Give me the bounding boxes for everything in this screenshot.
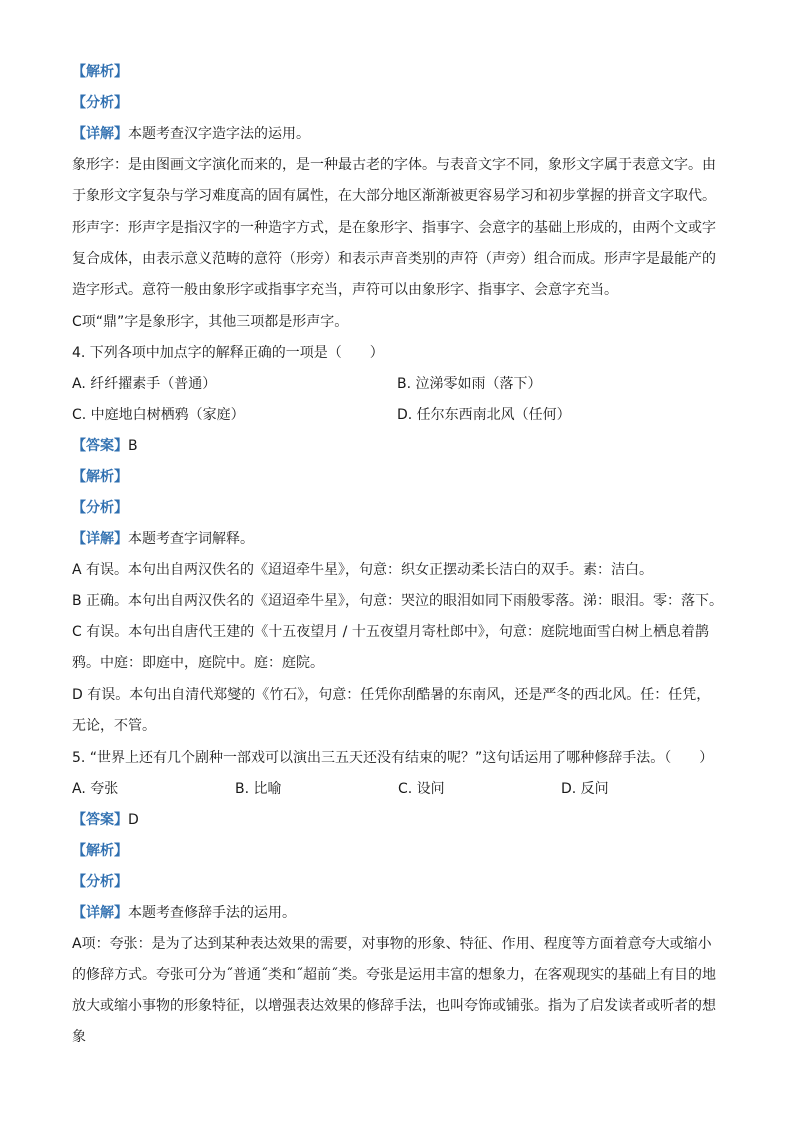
text-line: 5. “世界上还有几个剧种一部戏可以演出三五天还没有结束的呢？”这句话运用了哪种修辞手法。（ ） <box>72 750 714 766</box>
section-tag-label: 【分析】 <box>72 95 128 111</box>
section-tag-label: 【解析】 <box>72 843 128 859</box>
answer-options <box>72 405 724 425</box>
paragraph: 形声字：形声字是指汉字的一种造字方式，是在象形字、指事字、会意字的基础上形成的，由两个文或字复合成体，由表示意义范畴的意符（形旁）和表示声音类别的声符（声旁）组合而成。形声字是最能产的造字形式。意符一般由象形字或指事字充当，声符可以由象形字、指事字、会意字充当。 <box>72 220 716 298</box>
section-tag-label: 【详解】 <box>72 905 128 921</box>
section-tag <box>72 62 724 82</box>
section-tag-label: 【分析】 <box>72 874 128 890</box>
paragraph: A项：夸张：是为了达到某种表达效果的需要，对事物的形象、特征、作用、程度等方面着意夸大或缩小的修辞方式。夸张可分为˝普通˝类和˝超前˝类。夸张是运用丰富的想象力，在客观现实的基础上有目的地放大或缩小事物的形象特征，以增强表达效果的修辞手法，也叫夸饰或铺张。指为了启发读者或听者的想象 <box>72 936 716 1045</box>
section-tag-label: 【答案】 <box>72 438 128 454</box>
section-tag-label: 【解析】 <box>72 469 128 485</box>
tagged-line <box>72 124 724 144</box>
tagged-line <box>72 810 724 830</box>
answer-option: D. 反问 <box>561 781 609 797</box>
section-tag-label: 【详解】 <box>72 126 128 142</box>
tagged-line-text: 本题考查修辞手法的运用。 <box>128 905 296 921</box>
answer-option: D. 任尔东西南北风（任何） <box>397 407 571 423</box>
answer-option: B. 泣涕零如雨（落下） <box>397 376 542 392</box>
tagged-line <box>72 903 724 923</box>
section-tag <box>72 841 724 861</box>
tagged-line-text: D <box>128 812 139 828</box>
section-tag-label: 【答案】 <box>72 812 128 828</box>
answer-option: A. 夸张 <box>72 781 119 797</box>
section-tag-label: 【详解】 <box>72 531 128 547</box>
text-line: B 正确。本句出自两汉佚名的《迢迢牵牛星》，句意：哭泣的眼泪如同下雨般零落。涕：眼泪。零：落下。 <box>72 593 724 609</box>
section-tag <box>72 872 724 892</box>
answer-options <box>72 779 724 799</box>
answer-option: B. 比喻 <box>235 781 282 797</box>
text-line: A 有误。本句出自两汉佚名的《迢迢牵牛星》，句意：织女正摆动柔长洁白的双手。素：洁白。 <box>72 562 654 578</box>
section-tag-label: 【分析】 <box>72 500 128 516</box>
tagged-line <box>72 529 724 549</box>
tagged-line-text: B <box>128 438 138 454</box>
section-tag <box>72 467 724 487</box>
text-line: 4. 下列各项中加点字的解释正确的一项是（ ） <box>72 345 384 361</box>
section-tag-label: 【解析】 <box>72 64 128 80</box>
tagged-line-text: 本题考查汉字造字法的运用。 <box>128 126 310 142</box>
tagged-line <box>72 436 724 456</box>
section-tag <box>72 93 724 113</box>
answer-options <box>72 374 724 394</box>
answer-option: C. 中庭地白树栖鸦（家庭） <box>72 407 245 423</box>
section-tag <box>72 498 724 518</box>
document-content <box>72 62 724 1059</box>
tagged-line-text: 本题考查字词解释。 <box>128 531 254 547</box>
paragraph: 象形字：是由图画文字演化而来的，是一种最古老的字体。与表音文字不同，象形文字属于表意文字。由于象形文字复杂与学习难度高的固有属性，在大部分地区渐渐被更容易学习和初步掌握的拼音文字取代。 <box>72 157 716 204</box>
paragraph: D 有误。本句出自清代郑燮的《竹石》，句意：任凭你刮酷暑的东南风，还是严冬的西北风。任：任凭，无论，不管。 <box>72 687 711 734</box>
text-line: C项“鼎”字是象形字，其他三项都是形声字。 <box>72 314 349 330</box>
paragraph: C 有误。本句出自唐代王建的《十五夜望月 / 十五夜望月寄杜郎中》，句意：庭院地面雪白树上栖息着鹊鸦。中庭：即庭中，庭院中。庭：庭院。 <box>72 624 709 671</box>
answer-option: C. 设问 <box>398 781 445 797</box>
answer-option: A. 纤纤擢素手（普通） <box>72 376 217 392</box>
